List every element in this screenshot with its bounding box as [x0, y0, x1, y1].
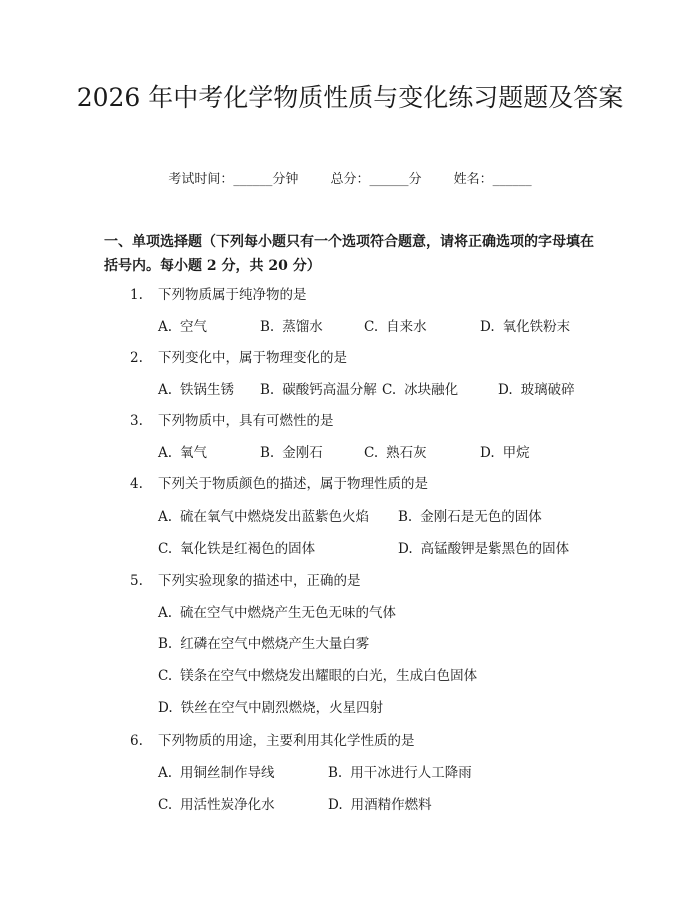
option-text: 用铜丝制作导线: [180, 765, 275, 781]
question-stem: [130, 283, 307, 303]
option-letter: B.: [260, 319, 275, 335]
option-letter: A.: [158, 605, 173, 621]
question-text: 下列关于物质颜色的描述，属于物理性质的是: [158, 476, 428, 492]
option: [158, 537, 315, 557]
option: [158, 315, 207, 335]
option: [158, 505, 369, 525]
option-text: 高锰酸钾是紫黑色的固体: [420, 541, 570, 557]
option-letter: C.: [158, 797, 173, 813]
option-text: 用酒精作燃料: [350, 797, 432, 813]
page-title: 2026 年中考化学物质性质与变化练习题题及答案: [76, 83, 624, 112]
option-letter: D.: [158, 700, 173, 716]
option: [498, 378, 575, 398]
option-text: 玻璃破碎: [520, 382, 575, 398]
option-letter: B.: [328, 765, 343, 781]
question-stem: [130, 409, 334, 429]
option-text: 氧化铁是红褐色的固体: [180, 541, 316, 557]
option-letter: D.: [328, 797, 343, 813]
option-text: 铁丝在空气中剧烈燃烧，火星四射: [180, 700, 384, 716]
option-letter: C.: [158, 668, 173, 684]
option: [480, 315, 570, 335]
question-text: 下列物质中，具有可燃性的是: [158, 413, 334, 429]
name-label: 姓名：______: [453, 172, 532, 187]
option-text: 硫在空气中燃烧产生无色无味的气体: [180, 605, 397, 621]
option: [398, 505, 542, 525]
option-text: 蒸馏水: [282, 319, 323, 335]
option: [398, 537, 569, 557]
option-text: 熟石灰: [386, 445, 427, 461]
option-text: 金刚石: [282, 445, 323, 461]
option-letter: A.: [158, 765, 173, 781]
section-heading: 一、单项选择题（下列每小题只有一个选项符合题意，请将正确选项的字母填在括号内。每小题 2 分，共 20 分）: [104, 234, 594, 274]
question-text: 下列物质的用途，主要利用其化学性质的是: [158, 733, 415, 749]
option: [480, 441, 530, 461]
option-letter: A.: [158, 319, 173, 335]
option-letter: C.: [158, 541, 173, 557]
option-letter: A.: [158, 382, 173, 398]
option: [158, 601, 396, 621]
option-text: 镁条在空气中燃烧发出耀眼的白光，生成白色固体: [180, 668, 478, 684]
question-stem: [130, 472, 428, 492]
option: [328, 761, 472, 781]
question-text: 下列物质属于纯净物的是: [158, 287, 307, 303]
option-text: 用干冰进行人工降雨: [350, 765, 472, 781]
option-text: 冰块融化: [404, 382, 459, 398]
option: [158, 761, 275, 781]
option-letter: B.: [260, 445, 275, 461]
exam-meta: [0, 168, 700, 187]
option-text: 红磷在空气中燃烧产生大量白雾: [180, 636, 370, 652]
option: [260, 315, 323, 335]
question-number: 4.: [130, 476, 143, 492]
option-letter: B.: [260, 382, 275, 398]
option-letter: D.: [498, 382, 513, 398]
option-letter: A.: [158, 445, 173, 461]
question-stem: [130, 729, 415, 749]
option-letter: C.: [364, 445, 379, 461]
question-number: 1.: [130, 287, 143, 303]
option: [158, 793, 275, 813]
option-text: 自来水: [386, 319, 427, 335]
option: [158, 378, 234, 398]
option-text: 金刚石是无色的固体: [420, 509, 542, 525]
option: [158, 664, 477, 684]
option-text: 硫在氧气中燃烧发出蓝紫色火焰: [180, 509, 370, 525]
option: [260, 441, 323, 461]
option-letter: D.: [480, 319, 495, 335]
option-letter: B.: [398, 509, 413, 525]
option-letter: C.: [382, 382, 397, 398]
option: [260, 378, 377, 398]
exam-time-label: 考试时间：______分钟: [168, 172, 299, 187]
option-letter: B.: [158, 636, 173, 652]
option: [158, 696, 383, 716]
question-number: 6.: [130, 733, 143, 749]
option-text: 用活性炭净化水: [180, 797, 275, 813]
option: [158, 632, 369, 652]
option: [158, 441, 207, 461]
option-text: 空气: [180, 319, 208, 335]
total-score-label: 总分：______分: [330, 172, 422, 187]
question-text: 下列实验现象的描述中，正确的是: [158, 573, 361, 589]
option: [328, 793, 432, 813]
option-text: 碳酸钙高温分解: [282, 382, 377, 398]
question-number: 2.: [130, 350, 143, 366]
option: [364, 315, 427, 335]
option-text: 氧化铁粉末: [502, 319, 571, 335]
question-number: 3.: [130, 413, 143, 429]
option: [382, 378, 458, 398]
option-text: 甲烷: [502, 445, 530, 461]
option-text: 氧气: [180, 445, 208, 461]
option-text: 铁锅生锈: [180, 382, 235, 398]
question-stem: [130, 346, 347, 366]
question-stem: [130, 569, 361, 589]
option-letter: D.: [480, 445, 495, 461]
question-text: 下列变化中，属于物理变化的是: [158, 350, 347, 366]
option-letter: A.: [158, 509, 173, 525]
option-letter: C.: [364, 319, 379, 335]
option: [364, 441, 427, 461]
option-letter: D.: [398, 541, 413, 557]
question-number: 5.: [130, 573, 143, 589]
